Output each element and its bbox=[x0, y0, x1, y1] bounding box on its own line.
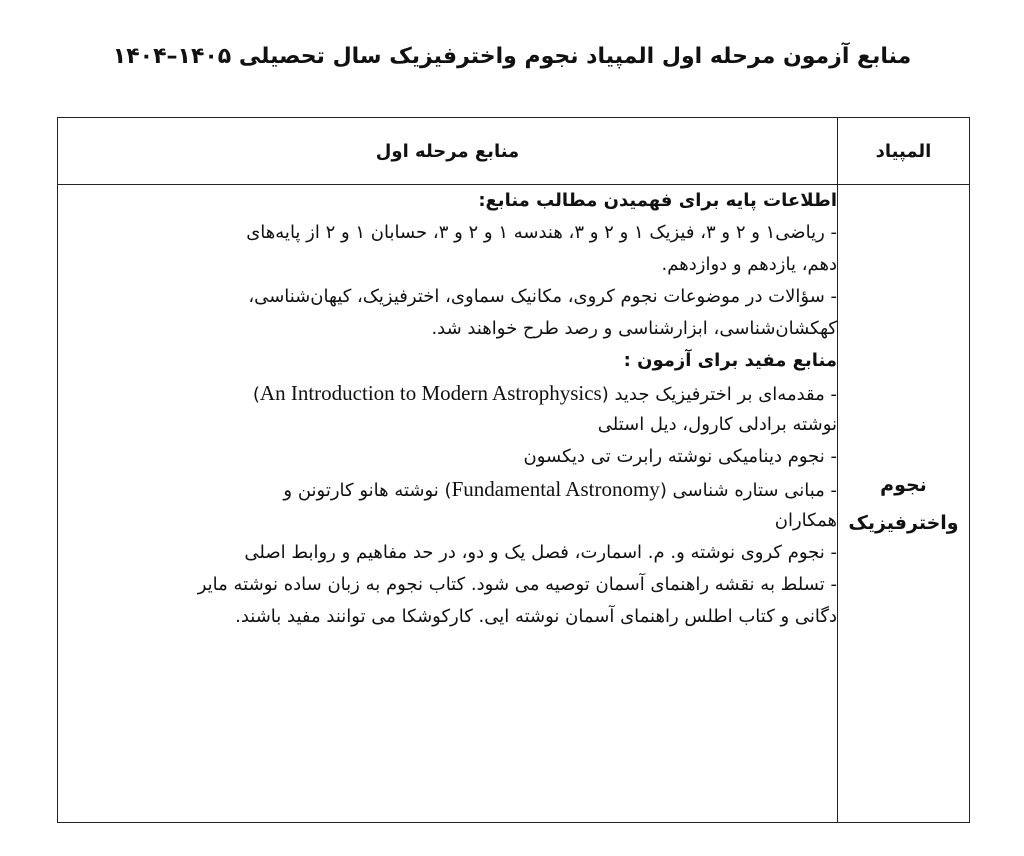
table-row bbox=[58, 185, 970, 823]
header-first-stage-sources: منابع مرحله اول bbox=[58, 118, 838, 185]
subject-line-1: نجوم bbox=[880, 473, 927, 496]
line-text-after: ) نوشته هانو کارتونن و bbox=[283, 480, 452, 501]
section-heading: منابع مفید برای آزمون : bbox=[623, 350, 837, 371]
subject-cell bbox=[838, 185, 970, 823]
english-book-title: Fundamental Astronomy bbox=[451, 477, 660, 501]
sources-content-cell bbox=[58, 185, 838, 823]
content-line: - تسلط به نقشه راهنمای آسمان توصیه می شود. کتاب نجوم به زبان ساده نوشته مایر bbox=[197, 574, 837, 595]
section-heading: اطلاعات پایه برای فهمیدن مطالب منابع: bbox=[478, 190, 837, 211]
line-text-before: - مقدمه‌ای بر اخترفیزیک جدید ( bbox=[601, 384, 837, 405]
header-olympiad: المپیاد bbox=[838, 118, 970, 185]
content-line bbox=[58, 377, 837, 409]
content-line bbox=[58, 473, 837, 505]
subject-line-2: واخترفیزیک bbox=[848, 511, 959, 534]
sources-lines bbox=[58, 185, 837, 633]
content-line: نوشته برادلی کارول، دیل استلی bbox=[597, 414, 837, 435]
content-line: همکاران bbox=[774, 510, 837, 531]
sources-table bbox=[57, 117, 970, 823]
content-line: - نجوم کروی نوشته و. م. اسمارت، فصل یک و دو، در حد مفاهیم و روابط اصلی bbox=[244, 542, 837, 563]
page-title: منابع آزمون مرحله اول المپیاد نجوم واخترفیزیک سال تحصیلی ۱۴۰۵–۱۴۰۴ bbox=[112, 44, 912, 69]
line-text-before: - مبانی ستاره شناسی ( bbox=[659, 480, 837, 501]
line-text-after: ) bbox=[252, 384, 260, 405]
content-line: - نجوم دینامیکی نوشته رابرت تی دیکسون bbox=[523, 446, 837, 467]
content-line: - ریاضی۱ و ۲ و ۳، فیزیک ۱ و ۲ و ۳، هندسه ۱ و ۲ و ۳، حسابان ۱ و ۲ از پایه‌های bbox=[246, 222, 837, 243]
content-line: دهم، یازدهم و دوازدهم. bbox=[661, 254, 837, 275]
table-header-row bbox=[58, 118, 970, 185]
content-line: - سؤالات در موضوعات نجوم کروی، مکانیک سماوی، اخترفیزیک، کیهان‌شناسی، bbox=[248, 286, 837, 307]
content-line: کهکشان‌شناسی، ابزارشناسی و رصد طرح خواهند شد. bbox=[431, 318, 837, 339]
content-line: دگانی و کتاب اطلس راهنمای آسمان نوشته ایی. کارکوشکا می توانند مفید باشند. bbox=[235, 606, 837, 627]
english-book-title: An Introduction to Modern Astrophysics bbox=[259, 381, 602, 405]
